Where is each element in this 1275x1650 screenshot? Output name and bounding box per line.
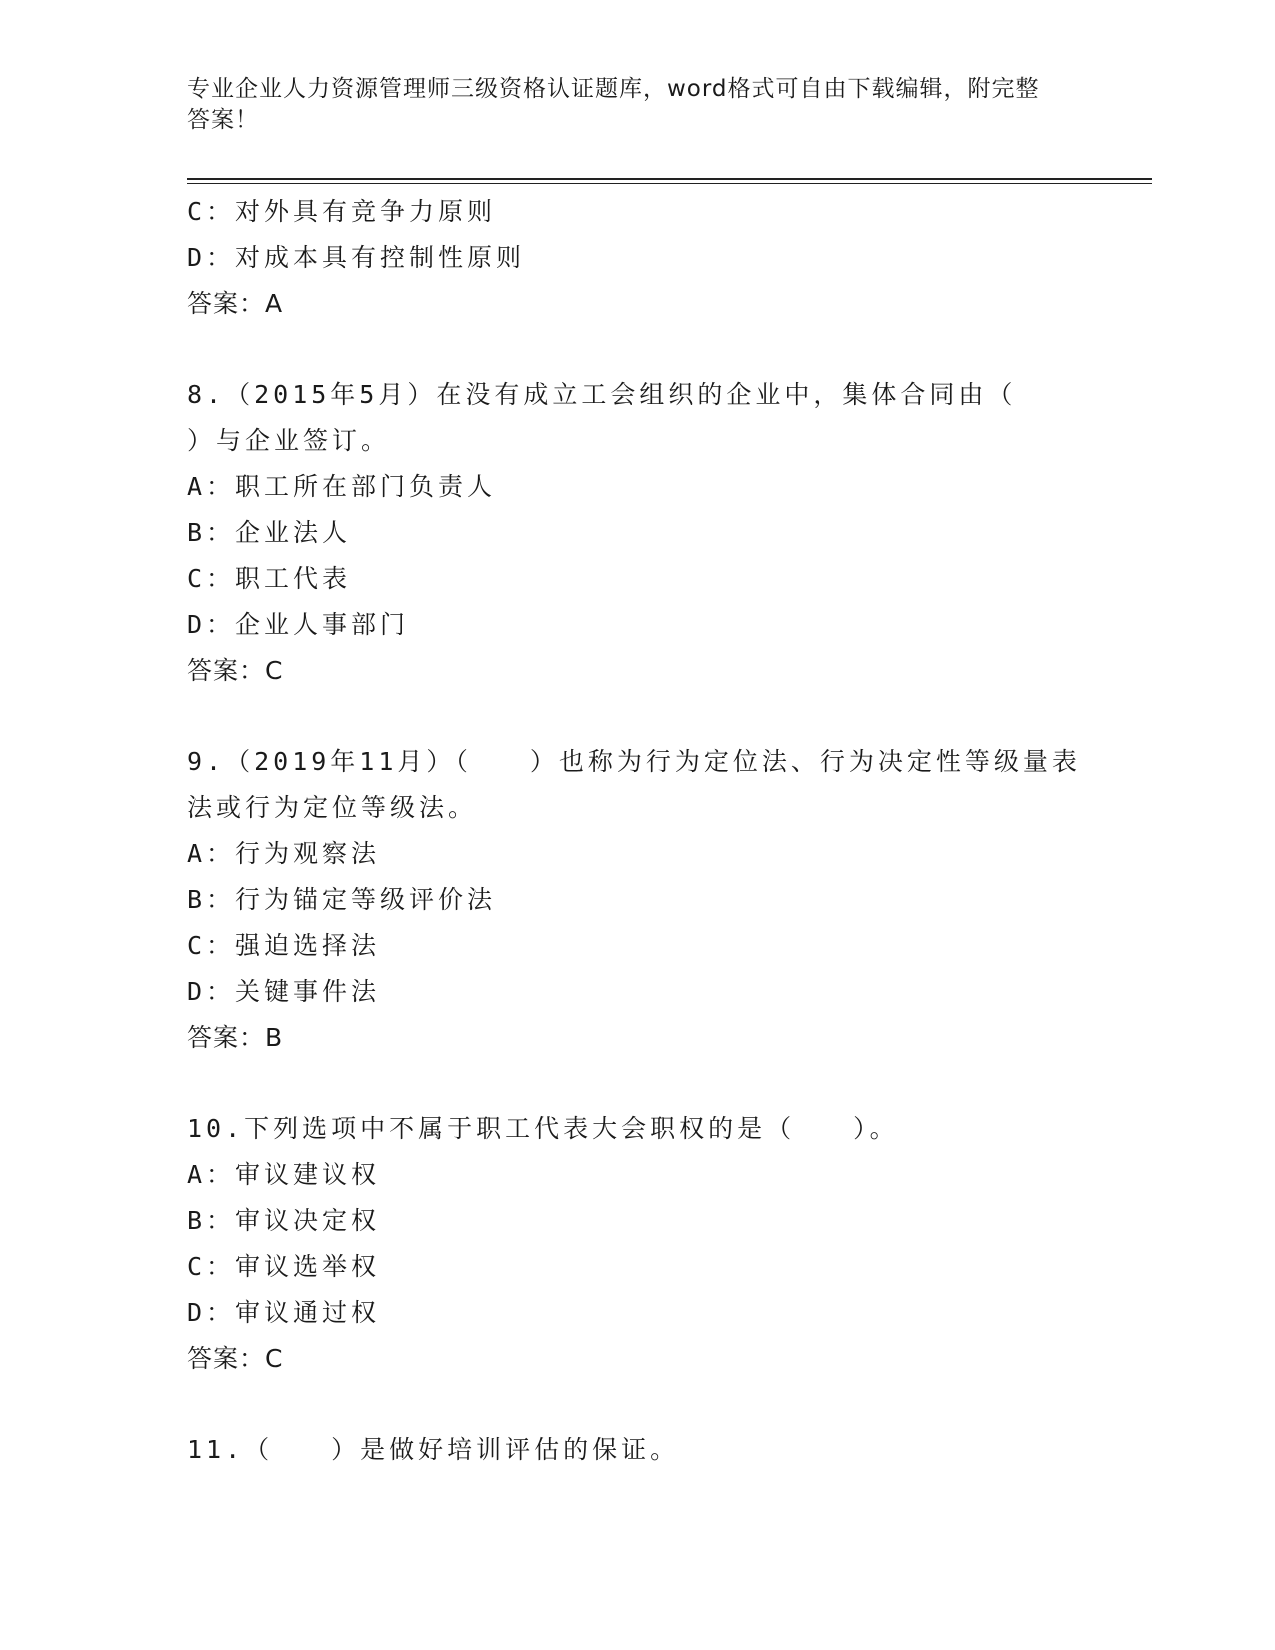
question-stem-continued: ）与企业签订。 xyxy=(187,426,391,455)
question-spacer xyxy=(187,1061,1087,1106)
option-d: D：企业人事部门 xyxy=(187,610,410,639)
question-stem: 9.（2019年11月）（ ）也称为行为定位法、行为决定性等级量表 xyxy=(187,747,1081,776)
header-divider-thick xyxy=(187,178,1152,180)
option-b: B：行为锚定等级评价法 xyxy=(187,885,497,914)
question-stem: 8.（2015年5月）在没有成立工会组织的企业中，集体合同由（ xyxy=(187,380,1017,409)
question-9 xyxy=(187,739,1087,1061)
header-text-line-2: 答案！ xyxy=(187,107,259,133)
answer-line: 答案：C xyxy=(187,656,284,685)
question-spacer xyxy=(187,327,1087,372)
option-a: A：职工所在部门负责人 xyxy=(187,472,497,501)
option-d: D：审议通过权 xyxy=(187,1298,381,1327)
question-10 xyxy=(187,1106,1087,1382)
option-b: B：企业法人 xyxy=(187,518,352,547)
option-c: C：职工代表 xyxy=(187,564,352,593)
question-stem-continued: 法或行为定位等级法。 xyxy=(187,793,478,822)
option-c: C：审议选举权 xyxy=(187,1252,381,1281)
option-d: D：对成本具有控制性原则 xyxy=(187,243,526,272)
page-header xyxy=(187,74,1077,136)
option-d: D：关键事件法 xyxy=(187,977,381,1006)
option-b: B：审议决定权 xyxy=(187,1206,381,1235)
answer-line: 答案：B xyxy=(187,1023,284,1052)
header-text-line-1: 专业企业人力资源管理师三级资格认证题库，word格式可自由下载编辑，附完整 xyxy=(187,76,1040,102)
option-a: A：审议建议权 xyxy=(187,1160,381,1189)
option-c: C：对外具有竞争力原则 xyxy=(187,197,497,226)
question-list xyxy=(187,189,1087,1473)
question-stem: 11.（ ）是做好培训评估的保证。 xyxy=(187,1435,680,1464)
header-divider-thin xyxy=(187,183,1152,184)
answer-line: 答案：A xyxy=(187,289,284,318)
question-spacer xyxy=(187,694,1087,739)
option-a: A：行为观察法 xyxy=(187,839,381,868)
option-c: C：强迫选择法 xyxy=(187,931,381,960)
question-7-tail xyxy=(187,189,1087,327)
question-11 xyxy=(187,1427,1087,1473)
question-8 xyxy=(187,372,1087,694)
question-spacer xyxy=(187,1382,1087,1427)
question-stem: 10.下列选项中不属于职工代表大会职权的是（ ）。 xyxy=(187,1114,899,1143)
answer-line: 答案：C xyxy=(187,1344,284,1373)
